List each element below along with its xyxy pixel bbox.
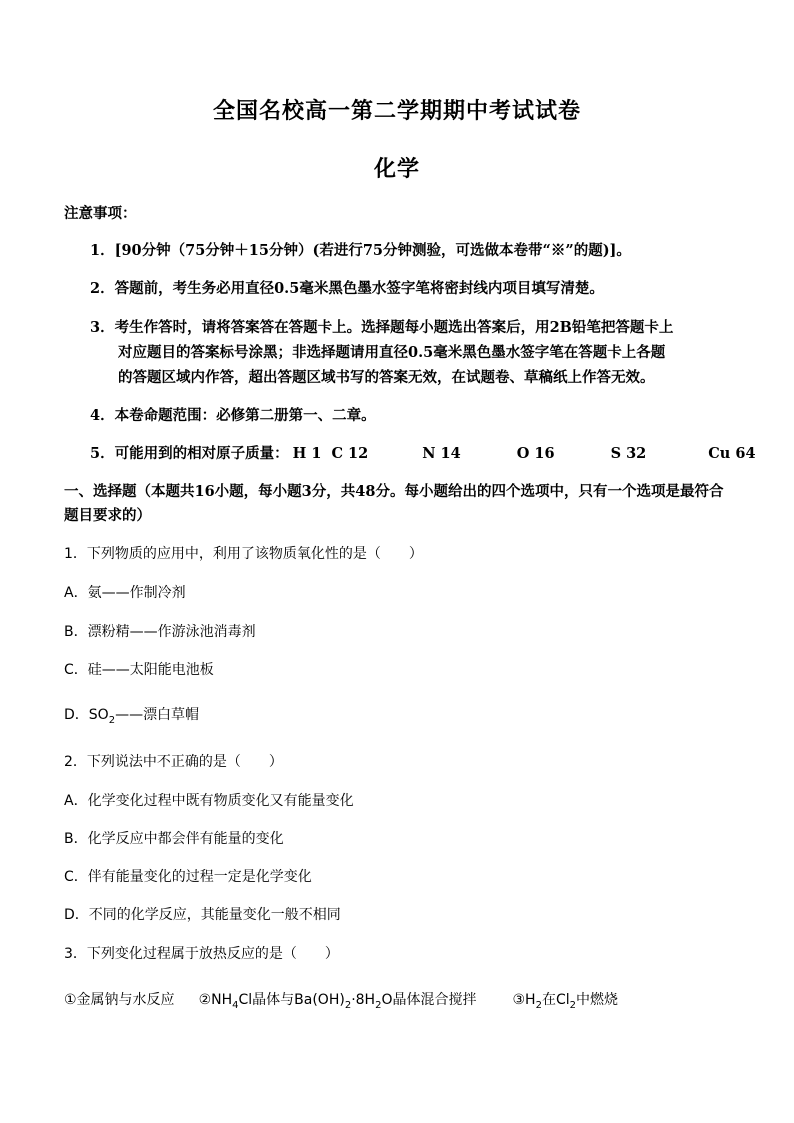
option-2-part-3: ·8H <box>351 992 376 1008</box>
notice-item-3-line-3: 的答题区域内作答，超出答题区域书写的答案无效，在试题卷、草稿纸上作答无效。 <box>118 369 655 386</box>
question-3-options <box>64 989 744 1011</box>
notice-item-1: 1．[90分钟（75分钟＋15分钟）(若进行75分钟测验，可选做本卷带“※”的题)]。 <box>90 242 631 259</box>
notice-item-3-line-1: 3．考生作答时，请将答案答在答题卡上。选择题每小题选出答案后，用2B铅笔把答题卡上 <box>90 319 674 336</box>
option-2-part-1: ②NH <box>198 992 233 1008</box>
option-2-sub-2: 2 <box>344 999 352 1011</box>
question-2-option-c: C．伴有能量变化的过程一定是化学变化 <box>64 869 312 885</box>
question-2-option-a: A．化学变化过程中既有物质变化又有能量变化 <box>64 793 354 809</box>
atomic-mass-cu: Cu 64 <box>708 445 756 462</box>
question-2-stem: 2．下列说法中不正确的是（ ） <box>64 754 283 770</box>
question-1-option-a: A．氨——作制冷剂 <box>64 585 186 601</box>
subject-title: 化学 <box>373 156 420 182</box>
atomic-mass-h: H 1 <box>292 445 322 462</box>
notice-item-3-line-2: 对应题目的答案标号涂黑；非选择题请用直径0.5毫米黑色墨水签字笔在答题卡上各题 <box>118 344 666 361</box>
question-3-option-1: ①金属钠与水反应 <box>64 992 175 1008</box>
question-1-option-d-subscript: 2 <box>108 714 116 726</box>
exam-title: 全国名校高一第二学期期中考试试卷 <box>212 98 581 124</box>
question-2-option-b: B．化学反应中都会伴有能量的变化 <box>64 831 284 847</box>
section-1-heading: 一、选择题（本题共16小题，每小题3分，共48分。每小题给出的四个选项中，只有一个选项是最符合题目要求的） <box>64 483 724 524</box>
option-2-part-4: O晶体混合搅拌 <box>381 992 477 1008</box>
option-2-sub-3: 2 <box>375 999 382 1011</box>
option-2-sub-1: 4 <box>232 999 239 1011</box>
notice-item-2: 2．答题前，考生务必用直径0.5毫米黑色墨水签字笔将密封线内项目填写清楚。 <box>90 280 604 297</box>
atomic-mass-c: C 12 <box>331 445 369 462</box>
question-1-option-d-prefix: D．SO <box>64 707 109 723</box>
atomic-mass-label: 5．可能用到的相对原子质量： <box>90 445 289 462</box>
atomic-mass-s: S 32 <box>610 445 647 462</box>
option-2-part-2: Cl晶体与Ba(OH) <box>238 992 345 1008</box>
question-3-option-2 <box>199 989 477 1011</box>
question-1-stem: 1．下列物质的应用中，利用了该物质氧化性的是（ ） <box>64 546 423 562</box>
question-2-option-d: D．不同的化学反应，其能量变化一般不相同 <box>64 907 341 923</box>
question-3-stem: 3．下列变化过程属于放热反应的是（ ） <box>64 946 339 962</box>
question-3-option-3 <box>513 989 619 1011</box>
notice-item-4: 4．本卷命题范围：必修第二册第一、二章。 <box>90 407 376 424</box>
question-1-option-d-suffix: ——漂白草帽 <box>115 707 200 723</box>
atomic-mass-o: O 16 <box>516 445 555 462</box>
question-1-option-c: C．硅——太阳能电池板 <box>64 662 214 678</box>
option-3-part-2: 在Cl <box>541 992 570 1008</box>
notice-item-5 <box>90 442 790 463</box>
option-3-sub-1: 2 <box>535 999 542 1011</box>
question-1-option-d <box>64 704 744 726</box>
atomic-mass-n: N 14 <box>422 445 461 462</box>
notice-heading: 注意事项： <box>64 205 137 222</box>
option-3-part-1: ③H <box>512 992 536 1008</box>
option-3-part-3: 中燃烧 <box>576 992 618 1008</box>
question-1-option-b: B．漂粉精——作游泳池消毒剂 <box>64 624 256 640</box>
option-3-sub-2: 2 <box>569 999 576 1011</box>
